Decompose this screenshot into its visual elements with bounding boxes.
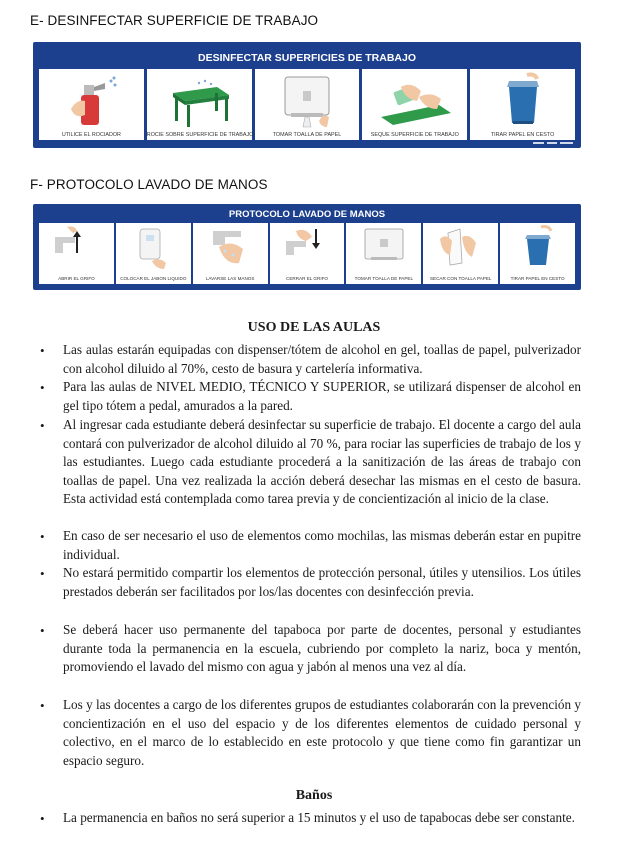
banos-title: Baños [295, 788, 333, 803]
spray-bottle-icon [51, 69, 131, 131]
bullet: • [40, 623, 45, 638]
step-caption: LAVARSE LAS MANOS [205, 276, 255, 282]
bullet: • [40, 811, 45, 826]
open-faucet-icon [41, 223, 111, 271]
list-item: No estará permitido compartir los elementos de protección personal, útiles y utensilios. Los útiles prestados deberán ser facilitados por los/las docentes con desinfección previa. [63, 565, 581, 599]
step-towel [255, 69, 360, 140]
disinfect-banner-title: DESINFECTAR SUPERFICIES DE TRABAJO [198, 52, 416, 64]
work-table-icon [159, 69, 239, 131]
step-caption: CERRAR EL GRIFO [286, 276, 328, 282]
uso-aulas-title: USO DE LAS AULAS [247, 320, 381, 335]
step-spray [39, 69, 144, 140]
list-item: Al ingresar cada estudiante deberá desinfectar su superficie de trabajo. El docente a cargo del aula contará con pulverizador de alcohol diluido al 70 %, para rociar las superficies de trabajo de los y las estudiantes. Luego cada estudiante procederá a la sanitización de las áreas de trabajo con toallas de papel. Una vez realizada la acción deberá desechar las mismas en el cesto de basura. Esta actividad está contemplada como tarea previa y de concientización al inicio de la clase. [63, 417, 581, 506]
step-throw-paper [500, 223, 575, 284]
step-wash [193, 223, 268, 284]
soap-dispenser-icon [118, 223, 188, 271]
list-item: En caso de ser necesario el uso de elementos como mochilas, las mismas deberán estar en pupitre individual. [63, 528, 581, 562]
trash-bin-icon [483, 69, 563, 131]
step-close-faucet [270, 223, 345, 284]
step-dry-surface [362, 69, 467, 140]
paper-towel-dispenser-icon [267, 69, 347, 131]
step-dry-hands [423, 223, 498, 284]
step-take-towel [346, 223, 421, 284]
wiping-hands-icon [375, 69, 455, 131]
list-item: Las aulas estarán equipadas con dispenser/tótem de alcohol en gel, toallas de papel, pulverizador con alcohol diluido al 70%, cesto de basura y cartelería informativa. [63, 342, 581, 376]
section-f-heading: F- PROTOCOLO LAVADO DE MANOS [30, 177, 268, 192]
step-soap [116, 223, 191, 284]
bullet: • [40, 343, 45, 358]
step-caption: TOMAR TOALLA DE PAPEL [354, 276, 414, 282]
step-bin [470, 69, 575, 140]
list-item: Los y las docentes a cargo de los diferentes grupos de estudiantes colaborarán con la prevención y concientización en el uso del espacio y de los diferentes elementos de cuidado personal y colectivo, en el marco de lo establecido en este protocolo y que tiene como fin garantizar un espacio seguro. [63, 697, 581, 768]
step-caption: ROCIE SOBRE SUPERFICIE DE TRABAJO [146, 131, 254, 138]
paper-towel-dispenser-icon [349, 223, 419, 271]
washing-hands-icon [195, 223, 265, 271]
step-caption: UTILICE EL ROCIADOR [61, 131, 121, 138]
bullet: • [40, 380, 45, 395]
step-caption: TIRAR PAPEL EN CESTO [510, 276, 565, 282]
handwash-banner [33, 204, 581, 290]
section-e-heading: E- DESINFECTAR SUPERFICIE DE TRABAJO [30, 13, 319, 28]
disinfect-banner [33, 42, 581, 148]
step-caption: ABRIR EL GRIFO [58, 276, 95, 282]
step-table [147, 69, 252, 140]
list-item: La permanencia en baños no será superior a 15 minutos y el uso de tapabocas debe ser constante. [63, 810, 575, 825]
step-caption: TOMAR TOALLA DE PAPEL [272, 131, 342, 138]
trash-bin-icon [503, 223, 573, 271]
bullet: • [40, 698, 45, 713]
banner-footer-logos [533, 142, 573, 146]
list-item: Se deberá hacer uso permanente del tapaboca por parte de docentes, personal y estudiantes durante toda la permanencia en la escuela, cubriendo por completo la nariz, boca y mentón, promoviendo el lavado del mismo con agua y jabón al menos una vez al día. [63, 622, 581, 674]
step-caption: COLOCAR EL JABON LIQUIDO [120, 276, 187, 282]
bullet: • [40, 529, 45, 544]
step-open-faucet [39, 223, 114, 284]
bullet: • [40, 418, 45, 433]
bullet: • [40, 566, 45, 581]
drying-hands-icon [426, 223, 496, 271]
list-item: Para las aulas de NIVEL MEDIO, TÉCNICO Y SUPERIOR, se utilizará dispenser de alcohol en gel tipo tótem a pedal, amurados a la pared. [63, 379, 581, 413]
close-faucet-icon [272, 223, 342, 271]
handwash-banner-title: PROTOCOLO LAVADO DE MANOS [228, 209, 386, 220]
step-caption: SEQUE SUPERFICIE DE TRABAJO [370, 131, 459, 138]
step-caption: TIRAR PAPEL EN CESTO [490, 131, 555, 138]
step-caption: SECAR CON TOALLA PAPEL [429, 276, 492, 282]
